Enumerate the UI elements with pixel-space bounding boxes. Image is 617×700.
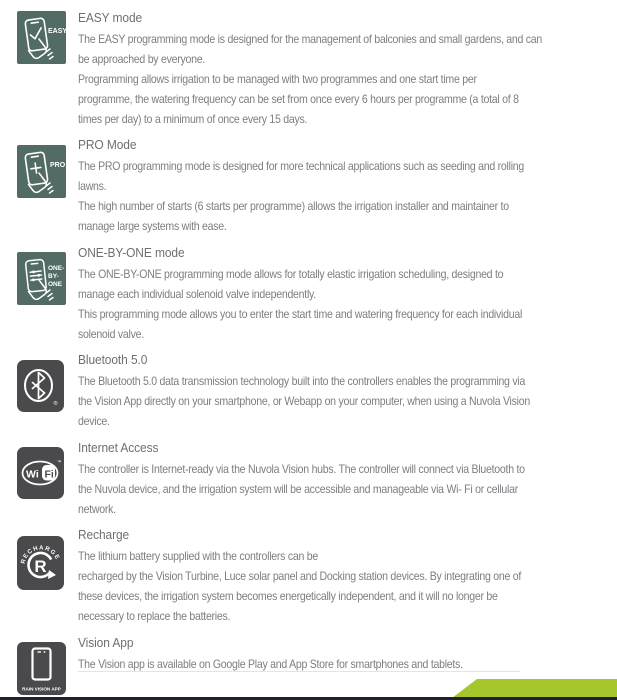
text-line: The high number of starts (6 starts per programme) allows the irrigation installer and maintainer to <box>78 199 509 213</box>
text-line: The Bluetooth 5.0 data transmission technology built into the controllers enables the programming via <box>78 374 526 388</box>
text-line: the Vision App directly on your smartphone, or Webapp on your computer, when using a Nuvola Vision <box>78 394 530 408</box>
text-line: necessary to replace the batteries. <box>78 609 231 623</box>
section-body <box>78 546 581 626</box>
section-body <box>78 29 605 129</box>
one-by-one-label-1: ONE- <box>48 265 65 272</box>
section-title: PRO Mode <box>78 137 137 152</box>
text-line: The Vision app is available on Google Play and App Store for smartphones and tablets. <box>78 657 463 671</box>
text-line: network. <box>78 502 116 516</box>
section-body <box>78 264 583 344</box>
rain-vision-app-icon <box>17 642 66 700</box>
text-line: The controller is Internet-ready via the Nuvola Vision hubs. The controller will connect via Bluetooth to <box>78 462 525 476</box>
text-line: The ONE-BY-ONE programming mode allows for totally elastic irrigation scheduling, designed to <box>78 267 504 281</box>
text-line: times per day) to a minimum of once every 15 days. <box>78 112 308 126</box>
section-body <box>78 156 585 236</box>
registered-mark: ® <box>53 401 58 407</box>
one-by-one-label-3: ONE <box>48 281 63 288</box>
section-body <box>78 371 592 431</box>
pro-label: PRO <box>50 162 66 169</box>
section-body <box>78 459 586 519</box>
recharge-arc-label: RECHARGE <box>20 545 61 565</box>
section-title: Vision App <box>78 635 134 650</box>
text-line: Programming allows irrigation to be managed with two programmes and one start time per <box>78 72 477 86</box>
text-line: This programming mode allows you to enter the start time and watering frequency for each individual <box>78 307 523 321</box>
bluetooth-icon <box>17 360 64 417</box>
text-line: lawns. <box>78 179 107 193</box>
text-line: The PRO programming mode is designed for more technical applications such as seeding and rolling <box>78 159 525 173</box>
pro-mode-icon <box>17 145 66 203</box>
recharge-icon <box>17 536 64 595</box>
section-title: Recharge <box>78 527 130 542</box>
recharge-r-label: R <box>34 557 47 576</box>
text-line: The EASY programming mode is designed for the management of balconies and small gardens, and can <box>78 32 543 46</box>
section-title: EASY mode <box>78 10 143 25</box>
wifi-wi-label: Wi <box>26 468 39 481</box>
trademark-mark: ™ <box>57 459 62 465</box>
text-line: these devices, the irrigation system becomes energetically independent, and it will no longer be <box>78 589 498 603</box>
text-line: be approached by everyone. <box>78 52 205 66</box>
bottom-hairline-divider <box>78 671 520 672</box>
text-line: solenoid valve. <box>78 327 144 341</box>
section-title: ONE-BY-ONE mode <box>78 245 185 260</box>
easy-label: EASY <box>48 28 66 35</box>
text-line: manage large systems with ease. <box>78 219 227 233</box>
easy-mode-icon <box>17 11 66 69</box>
text-line: the Nuvola device, and the irrigation system will be accessible and manageable via Wi- Fi or cellular <box>78 482 518 496</box>
wifi-fi-label: Fi <box>44 468 54 481</box>
section-title: Internet Access <box>78 440 159 455</box>
text-line: programme, the watering frequency can be set from once every 6 hours per programme (a total of 8 <box>78 92 519 106</box>
one-by-one-label-2: BY- <box>48 273 59 280</box>
text-line: device. <box>78 414 110 428</box>
text-line: The lithium battery supplied with the controllers can be <box>78 549 318 563</box>
text-line: recharged by the Vision Turbine, Luce solar panel and Docking station devices. By integrating one of <box>78 569 522 583</box>
section-title: Bluetooth 5.0 <box>78 352 148 367</box>
wifi-icon <box>17 447 64 504</box>
rain-vision-app-label: RAIN VISION APP <box>22 686 61 692</box>
green-accent-parallelogram <box>452 679 617 698</box>
one-by-one-mode-icon <box>17 252 66 310</box>
text-line: manage each individual solenoid valve independently. <box>78 287 316 301</box>
